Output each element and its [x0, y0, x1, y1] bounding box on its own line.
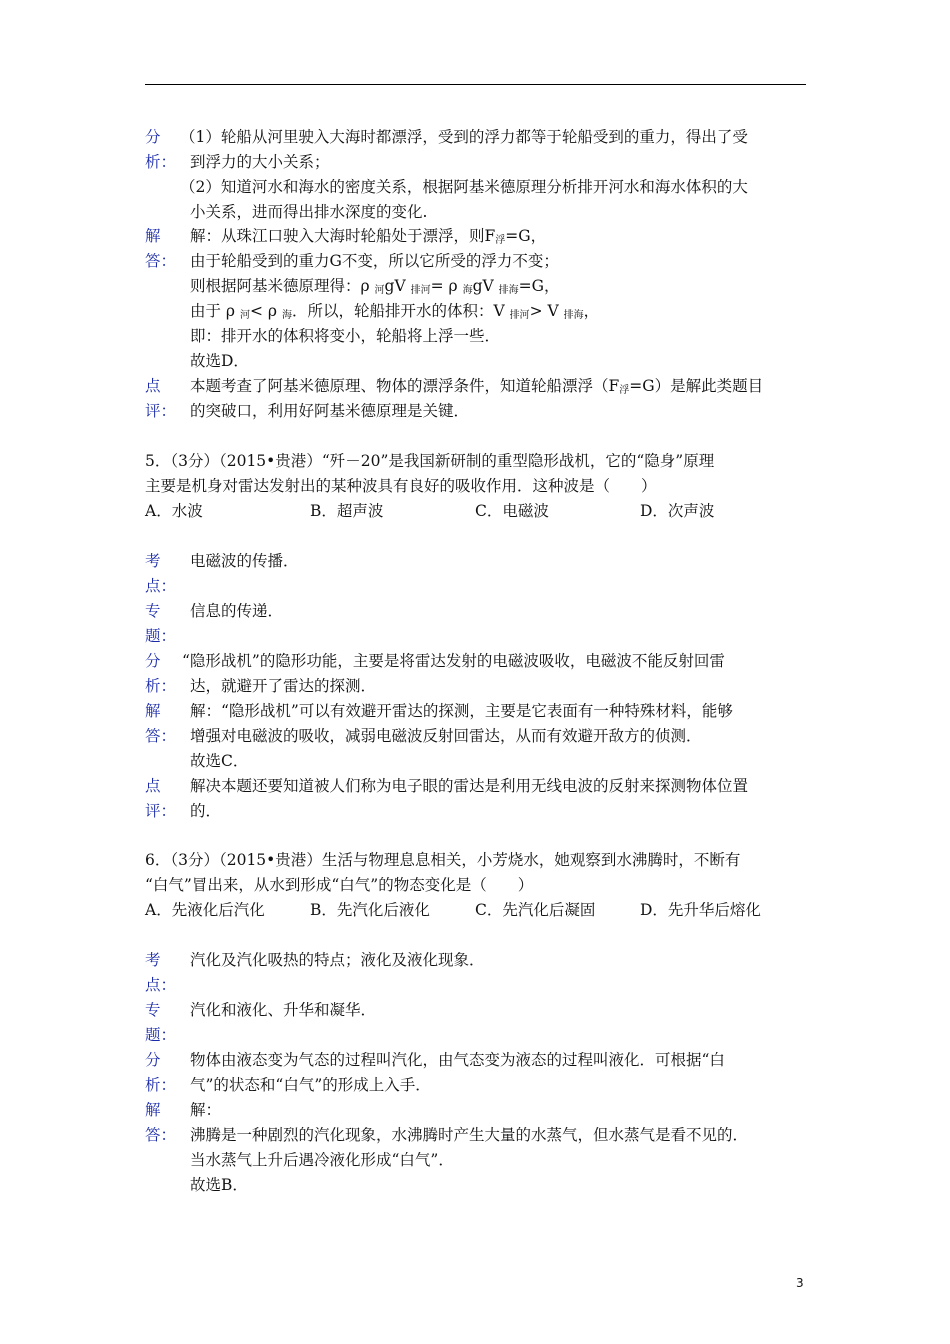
label-fen-1: 分 [145, 128, 161, 146]
label-zhuan-1: 专 [145, 602, 161, 620]
label-jie-1: 解 [145, 227, 161, 245]
label-kao-1: 考 [145, 552, 161, 570]
q6-option-d: D．先升华后熔化 [640, 901, 761, 919]
q6-zhuanti: 汽化和液化、升华和凝华． [190, 1001, 377, 1019]
q5-stem: 主要是机身对雷达发射出的某种波具有良好的吸收作用．这种波是（ ） [145, 477, 657, 495]
q5-analysis: 达，就避开了雷达的探测． [190, 677, 377, 695]
q5-analysis: “隐形战机”的隐形功能，主要是将雷达发射的电磁波吸收，电磁波不能反射回雷 [182, 652, 725, 670]
label-jie-1: 解 [145, 1101, 161, 1119]
q5-stem: 5．（3分）（2015•贵港）“歼－20”是我国新研制的重型隐形战机，它的“隐身”原理 [145, 452, 715, 470]
answer-line: 由于 ρ $_河$< ρ $_海$．所以，轮船排开水的体积：V $_{排河}$> V $_{排海}$， [190, 302, 600, 321]
q6-answer: 解： [190, 1101, 222, 1119]
q6-analysis: 气”的状态和“白气”的形成上入手． [190, 1076, 431, 1094]
label-jie-2: 答： [145, 1126, 177, 1144]
label-fen-2: 析： [145, 153, 177, 171]
analysis-line: （2）知道河水和海水的密度关系，根据阿基米德原理分析排开河水和海水体积的大 [180, 178, 748, 196]
answer-line: 由于轮船受到的重力G不变，所以它所受的浮力不变； [190, 252, 559, 270]
q5-kaodian: 电磁波的传播． [190, 552, 299, 570]
analysis-line: （1）轮船从河里驶入大海时都漂浮，受到的浮力都等于轮船受到的重力，得出了受 [180, 128, 748, 146]
label-kao-1: 考 [145, 951, 161, 969]
answer-line: 即：排开水的体积将变小，轮船将上浮一些． [190, 327, 501, 345]
q6-stem: 6．（3分）（2015•贵港）生活与物理息息相关，小芳烧水，她观察到水沸腾时，不断有 [145, 851, 741, 869]
q5-answer: 增强对电磁波的吸收，减弱电磁波反射回雷达，从而有效避开敌方的侦测． [190, 727, 702, 745]
page-number: 3 [796, 1276, 804, 1290]
answer-line: 则根据阿基米德原理得：ρ $_河$gV $_{排河}$= ρ $_海$gV $_{排海}$=G， [190, 277, 560, 296]
q5-comment: 解决本题还要知道被人们称为电子眼的雷达是利用无线电波的反射来探测物体位置 [190, 777, 749, 795]
analysis-line: 小关系，进而得出排水深度的变化. [190, 203, 428, 221]
q6-answer: 沸腾是一种剧烈的汽化现象，水沸腾时产生大量的水蒸气，但水蒸气是看不见的． [190, 1126, 749, 1144]
header-rule [145, 84, 806, 85]
q6-stem: “白气”冒出来，从水到形成“白气”的物态变化是（ ） [145, 876, 534, 894]
q6-answer: 当水蒸气上升后遇冷液化形成“白气”． [190, 1151, 454, 1169]
answer-line: 故选D． [190, 352, 249, 370]
q6-option-b: B．先汽化后液化 [310, 901, 430, 919]
label-kao-2: 点： [145, 577, 177, 595]
label-jie-2: 答： [145, 252, 177, 270]
q5-option-c: C．电磁波 [475, 502, 549, 520]
q6-analysis: 物体由液态变为气态的过程叫汽化，由气态变为液态的过程叫液化．可根据“白 [190, 1051, 725, 1069]
label-zhuan-2: 题： [145, 627, 177, 645]
q5-zhuanti: 信息的传递． [190, 602, 284, 620]
q5-answer: 故选C． [190, 752, 249, 770]
comment-line: 的突破口，利用好阿基米德原理是关键． [190, 402, 470, 420]
label-fen-1: 分 [145, 1051, 161, 1069]
q5-option-a: A．水波 [145, 502, 203, 520]
label-fen-2: 析： [145, 677, 177, 695]
q5-comment: 的． [190, 802, 222, 820]
label-fen-2: 析： [145, 1076, 177, 1094]
q5-option-b: B．超声波 [310, 502, 384, 520]
label-zhuan-2: 题： [145, 1026, 177, 1044]
label-jie-1: 解 [145, 702, 161, 720]
label-kao-2: 点： [145, 976, 177, 994]
label-fen-1: 分 [145, 652, 161, 670]
label-dian-2: 评： [145, 402, 177, 420]
label-dian-1: 点 [145, 377, 161, 395]
q6-option-c: C．先汽化后凝固 [475, 901, 596, 919]
label-jie-2: 答： [145, 727, 177, 745]
q5-answer: 解：“隐形战机”可以有效避开雷达的探测，主要是它表面有一种特殊材料，能够 [190, 702, 733, 720]
analysis-line: 到浮力的大小关系； [190, 153, 330, 171]
comment-line: 本题考查了阿基米德原理、物体的漂浮条件，知道轮船漂浮$(F_浮=G)$是解此类题目 [190, 377, 764, 396]
q6-kaodian: 汽化及汽化吸热的特点；液化及液化现象． [190, 951, 485, 969]
label-zhuan-1: 专 [145, 1001, 161, 1019]
q6-option-a: A．先液化后汽化 [145, 901, 265, 919]
q6-answer: 故选B． [190, 1176, 248, 1194]
label-dian-2: 评： [145, 802, 177, 820]
label-dian-1: 点 [145, 777, 161, 795]
answer-line: 解：从珠江口驶入大海时轮船处于漂浮，则$F_浮=G$， [190, 227, 547, 246]
q5-option-d: D．次声波 [640, 502, 715, 520]
